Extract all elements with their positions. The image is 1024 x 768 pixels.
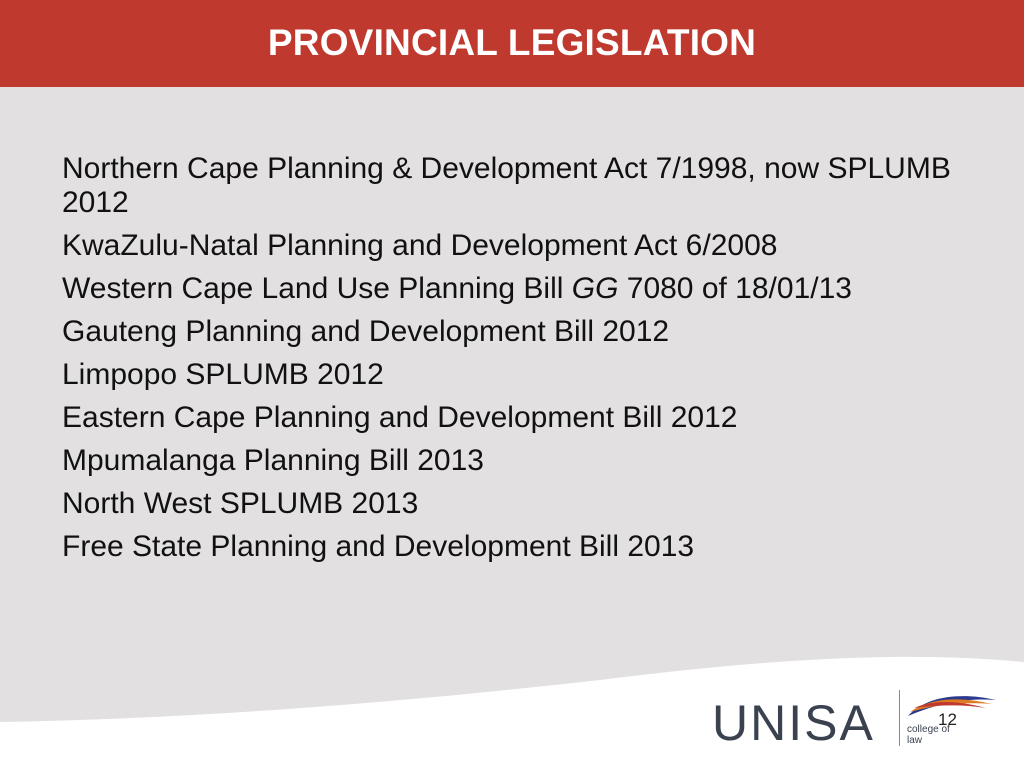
list-item: Eastern Cape Planning and Development Bill 2012 [62, 401, 738, 434]
list-item: North West SPLUMB 2013 [62, 487, 419, 520]
list-item: Gauteng Planning and Development Bill 2012 [62, 315, 670, 348]
slide-title: PROVINCIAL LEGISLATION [267, 21, 757, 63]
list-item-text: Western Cape Land Use Planning Bill [62, 272, 572, 305]
unisa-logo [710, 686, 1010, 751]
college-line: college of [907, 724, 950, 735]
list-item: Limpopo SPLUMB 2012 [62, 358, 384, 391]
list-item-text: 7080 of 18/01/13 [618, 272, 852, 305]
legislation-list [62, 152, 982, 564]
list-item-italic-text: GG [571, 272, 619, 305]
content-area [62, 152, 982, 573]
college-line: law [907, 735, 923, 746]
list-item [62, 272, 982, 306]
logo-divider [899, 690, 900, 746]
list-item: Free State Planning and Development Bill 2013 [62, 530, 695, 563]
page-number: 12 [938, 710, 957, 729]
list-item: KwaZulu-Natal Planning and Development Act 6/2008 [62, 229, 778, 262]
college-of-law-text [907, 724, 967, 746]
list-item: Mpumalanga Planning Bill 2013 [62, 444, 484, 477]
list-item: Northern Cape Planning & Development Act 7/1998, now SPLUMB 2012 [62, 152, 951, 219]
unisa-wordmark: UNISA [712, 695, 875, 751]
title-bar [0, 0, 1024, 87]
